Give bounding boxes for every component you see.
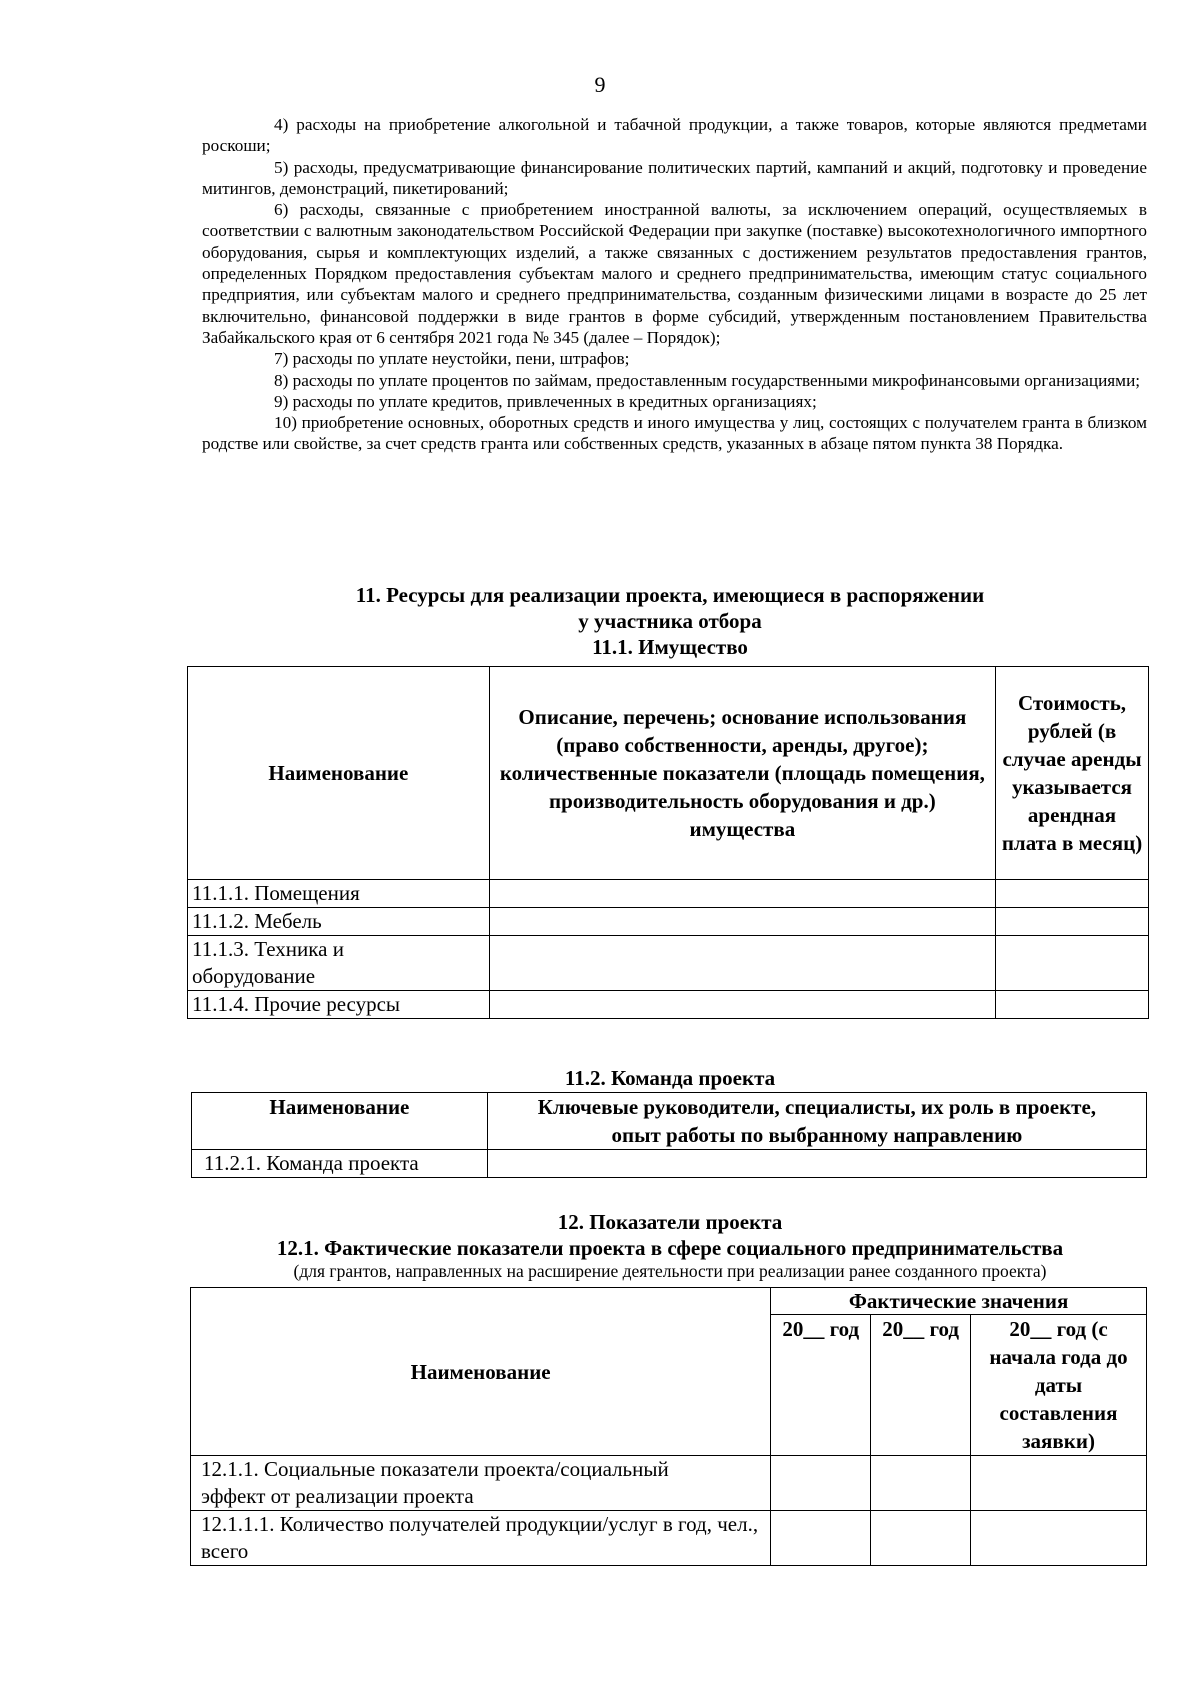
column-header: Наименование	[188, 667, 490, 880]
table-row	[191, 1511, 1147, 1566]
year-column-header: 20__ год	[771, 1315, 871, 1456]
table-header-row	[188, 667, 1149, 880]
paragraph: 10) приобретение основных, оборотных средств и иного имущества у лиц, состоящих с получателем гранта в близком родстве или свойстве, за счет средств гранта или собственных средств, указанных в абзаце пятом пункта 38 Порядка.	[202, 413, 1147, 454]
property-table	[187, 666, 1149, 1019]
input-cell[interactable]	[771, 1511, 871, 1566]
input-cell[interactable]	[996, 880, 1149, 908]
table-row	[192, 1150, 1147, 1178]
input-cell[interactable]	[489, 880, 995, 908]
column-group-header: Фактические значения	[771, 1288, 1147, 1315]
input-cell[interactable]	[487, 1150, 1146, 1178]
section-title: у участника отбора	[578, 609, 762, 633]
column-header: Описание, перечень; основание использования (право собственности, аренды, другое); количественные показатели (площадь помещения, производительность оборудования и др.) имущества	[489, 667, 995, 880]
indicators-table	[190, 1287, 1147, 1566]
page-number: 9	[594, 72, 606, 97]
paragraph: 7) расходы по уплате неустойки, пени, штрафов;	[274, 349, 630, 369]
section-11-2-heading	[180, 1066, 1160, 1090]
row-label: 11.2.1. Команда проекта	[192, 1150, 488, 1178]
paragraph: 6) расходы, связанные с приобретением иностранной валюты, за исключением операций, осуществляемых в соответствии с валютным законодательством Российской Федерации при закупке (поставке) высокотехнологичного импортного оборудования, сырья и комплектующих изделий, а также связанных с достижением результатов предоставления грантов, определенных Порядком предоставления субъектам малого и среднего предпринимательства, имеющим статус социального предприятия, или субъектам малого и среднего предпринимательства, созданным физическими лицами в возрасте до 25 лет включительно, финансовой поддержки в виде грантов в форме субсидий, утвержденным постановлением Правительства Забайкальского края от 6 сентября 2021 года № 345 (далее – Порядок);	[202, 200, 1147, 347]
row-label: 11.1.4. Прочие ресурсы	[188, 991, 490, 1019]
row-label: 12.1.1. Социальные показатели проекта/социальный эффект от реализации проекта	[191, 1456, 771, 1511]
column-header: Стоимость, рублей (в случае аренды указывается арендная плата в месяц)	[996, 667, 1149, 880]
table-row	[188, 991, 1149, 1019]
input-cell[interactable]	[996, 908, 1149, 936]
table-row	[188, 880, 1149, 908]
row-label: 11.1.3. Техника и оборудование	[188, 936, 490, 991]
row-label: 11.1.2. Мебель	[188, 908, 490, 936]
input-cell[interactable]	[489, 991, 995, 1019]
input-cell[interactable]	[971, 1511, 1147, 1566]
table-header-row	[192, 1093, 1147, 1150]
section-subtitle: 12.1. Фактические показатели проекта в сфере социального предпринимательства	[276, 1236, 1064, 1260]
table-row	[188, 936, 1149, 991]
section-title: 11. Ресурсы для реализации проекта, имеющиеся в распоряжении	[355, 583, 985, 607]
row-label: 11.1.1. Помещения	[188, 880, 490, 908]
year-column-header: 20__ год	[871, 1315, 971, 1456]
paragraph: 5) расходы, предусматривающие финансирование политических партий, кампаний и акций, подготовку и проведение митингов, демонстраций, пикетирований;	[202, 157, 1147, 198]
column-header: Наименование	[191, 1288, 771, 1456]
input-cell[interactable]	[996, 991, 1149, 1019]
table-row	[188, 908, 1149, 936]
project-team-table	[191, 1092, 1147, 1178]
section-subtitle: 11.1. Имущество	[592, 635, 748, 659]
input-cell[interactable]	[871, 1511, 971, 1566]
paragraph: 9) расходы по уплате кредитов, привлеченных в кредитных организациях;	[274, 391, 817, 411]
input-cell[interactable]	[489, 936, 995, 991]
column-header: Ключевые руководители, специалисты, их роль в проекте, опыт работы по выбранному направлению	[487, 1093, 1146, 1150]
table-row	[191, 1456, 1147, 1511]
expense-list	[202, 114, 1147, 455]
section-subtitle: 11.2. Команда проекта	[564, 1066, 776, 1090]
table-header-row	[191, 1288, 1147, 1315]
section-title: 12. Показатели проекта	[557, 1210, 783, 1234]
section-11-heading	[180, 582, 1160, 660]
year-column-header: 20__ год (с начала года до даты составления заявки)	[971, 1315, 1147, 1456]
input-cell[interactable]	[489, 908, 995, 936]
paragraph: 4) расходы на приобретение алкогольной и табачной продукции, а также товаров, которые являются предметами роскоши;	[202, 115, 1147, 156]
input-cell[interactable]	[771, 1456, 871, 1511]
input-cell[interactable]	[971, 1456, 1147, 1511]
section-12-heading	[180, 1209, 1160, 1281]
column-header: Наименование	[192, 1093, 488, 1150]
paragraph: 8) расходы по уплате процентов по займам, предоставленным государственными микрофинансовыми организациями;	[274, 370, 1141, 390]
row-label: 12.1.1.1. Количество получателей продукции/услуг в год, чел., всего	[191, 1511, 771, 1566]
input-cell[interactable]	[996, 936, 1149, 991]
input-cell[interactable]	[871, 1456, 971, 1511]
section-note: (для грантов, направленных на расширение деятельности при реализации ранее созданного проекта)	[293, 1261, 1047, 1281]
